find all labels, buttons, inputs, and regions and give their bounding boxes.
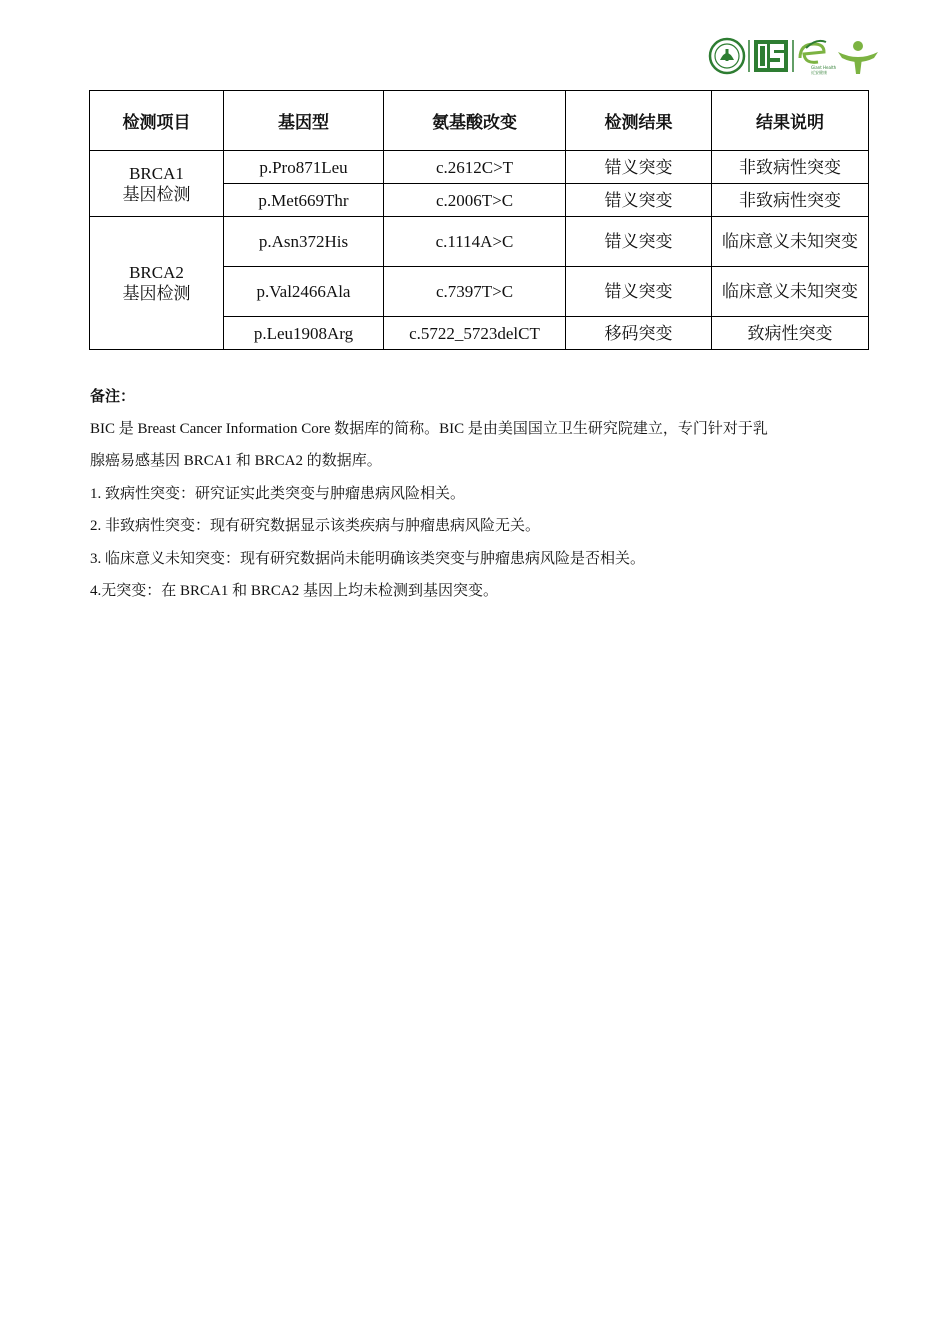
table-row [90, 217, 869, 267]
genotype-cell: p.Val2466Ala [224, 267, 384, 317]
notes-item-3: 3. 临床意义未知突变：现有研究数据尚未能明确该类突变与肿瘤患病风险是否相关。 [90, 550, 646, 567]
test-item-brca1 [90, 151, 224, 217]
test-item-type: 基因检测 [122, 184, 191, 204]
note-cell: 非致病性突变 [712, 184, 869, 217]
result-cell: 错义突变 [566, 267, 712, 317]
e-health-text: Giant Health [811, 65, 837, 70]
test-item-name: BRCA1 [129, 163, 184, 183]
note-cell: 临床意义未知突变 [712, 267, 869, 317]
aa-change-cell: c.5722_5723delCT [384, 317, 566, 350]
note-cell: 致病性突变 [712, 317, 869, 350]
notes-item-2: 2. 非致病性突变：现有研究数据显示该类疾病与肿瘤患病风险无关。 [90, 518, 541, 534]
header-logos [708, 36, 880, 76]
result-cell: 错义突变 [566, 217, 712, 267]
genotype-cell: p.Pro871Leu [224, 151, 384, 184]
col-header-aa-change: 氨基酸改变 [384, 91, 566, 151]
genotype-cell: p.Asn372His [224, 217, 384, 267]
aa-change-cell: c.2006T>C [384, 184, 566, 217]
note-cell: 临床意义未知突变 [712, 217, 869, 267]
genotype-cell: p.Met669Thr [224, 184, 384, 217]
result-cell: 移码突变 [566, 317, 712, 350]
table-row [90, 151, 869, 184]
ksh-logo [754, 40, 788, 72]
test-item-name: BRCA2 [129, 263, 184, 282]
hospital-seal-logo [710, 39, 744, 73]
aa-change-cell: c.2612C>T [384, 151, 566, 184]
test-item-brca2 [90, 217, 224, 350]
person-logo [838, 41, 878, 74]
note-cell: 非致病性突变 [712, 151, 869, 184]
genotype-cell: p.Leu1908Arg [224, 317, 384, 350]
e-health-logo [800, 41, 837, 75]
logos-svg [708, 36, 880, 76]
col-header-result: 检测结果 [566, 91, 712, 151]
col-header-note: 结果说明 [712, 91, 869, 151]
e-health-cn: 近安健康 [811, 70, 827, 75]
notes-item-1: 1. 致病性突变：研究证实此类突变与肿瘤患病风险相关。 [90, 485, 466, 502]
test-item-type: 基因检测 [122, 284, 191, 303]
table-header-row [90, 91, 869, 151]
results-table [89, 90, 869, 350]
notes-bic-line1: BIC 是 Breast Cancer Information Core 数据库的简称。BIC 是由美国国立卫生研究院建立，专门针对于乳 [90, 420, 768, 437]
col-header-item: 检测项目 [90, 91, 224, 151]
notes-bic-line2: 腺癌易感基因 BRCA1 和 BRCA2 的数据库。 [90, 453, 382, 469]
result-cell: 错义突变 [566, 184, 712, 217]
col-header-genotype: 基因型 [224, 91, 384, 151]
result-cell: 错义突变 [566, 151, 712, 184]
notes-item-4: 4.无突变：在 BRCA1 和 BRCA2 基因上均未检测到基因突变。 [90, 583, 498, 599]
aa-change-cell: c.7397T>C [384, 267, 566, 317]
aa-change-cell: c.1114A>C [384, 217, 566, 267]
notes-title: 备注： [90, 387, 136, 405]
notes-section [90, 380, 860, 608]
